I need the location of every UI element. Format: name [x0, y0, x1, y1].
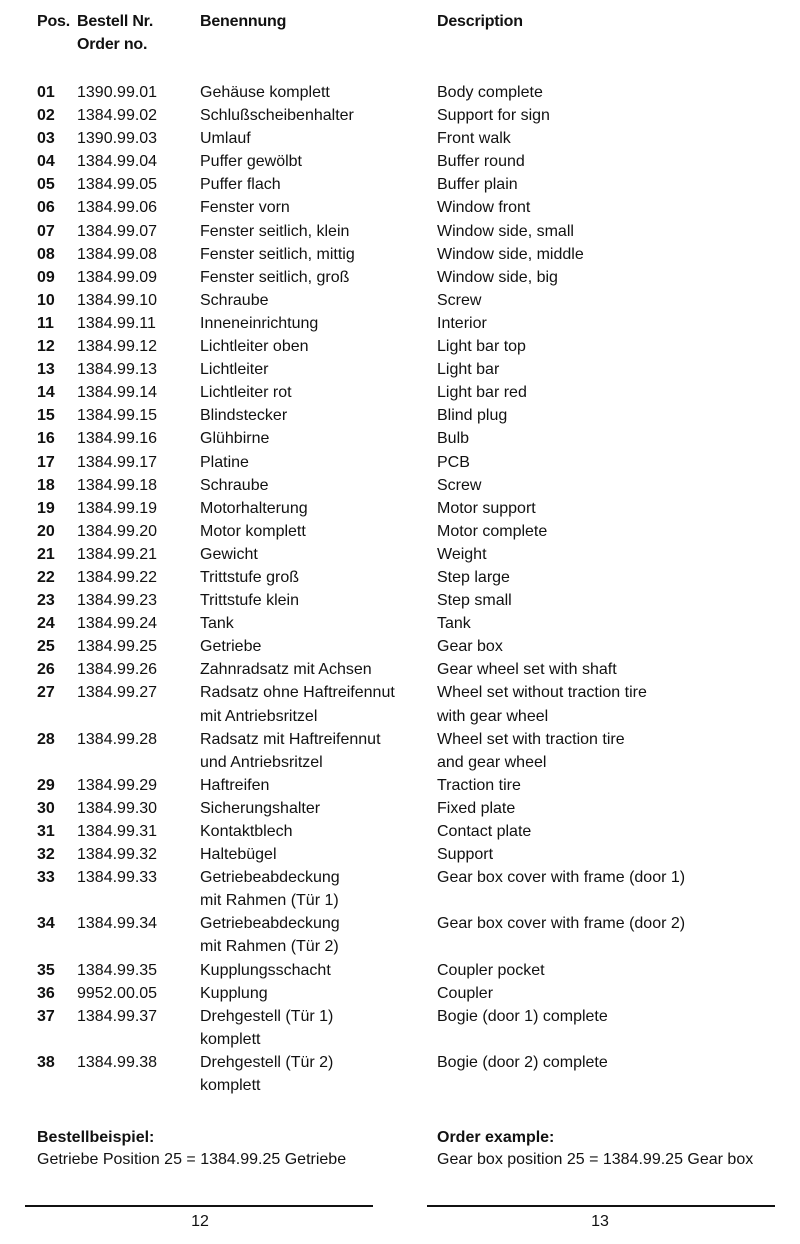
row-description-line: Buffer round [437, 153, 525, 171]
row-description-line: and gear wheel [437, 753, 547, 771]
row-order-no: 1384.99.30 [77, 799, 158, 817]
row-benennung [200, 335, 430, 358]
row-benennung-line: und Antriebsritzel [200, 753, 323, 771]
row-benennung [200, 127, 430, 150]
row-description [437, 1051, 787, 1074]
row-description [437, 220, 787, 243]
row-order-no: 1384.99.23 [77, 592, 158, 610]
row-description [437, 381, 787, 404]
table-row [0, 427, 800, 450]
row-pos: 04 [37, 153, 55, 171]
row-benennung-line: Trittstufe groß [200, 568, 299, 586]
row-benennung-line: Getriebe [200, 638, 262, 656]
row-description [437, 612, 787, 635]
row-order-no: 9952.00.05 [77, 984, 158, 1002]
row-description-line: Gear box cover with frame (door 1) [437, 869, 686, 887]
row-description-line: Contact plate [437, 823, 532, 840]
row-description-line: Wheel set without traction tire [437, 684, 647, 702]
row-description [437, 520, 787, 543]
row-benennung-line: Zahnradsatz mit Achsen [200, 661, 372, 679]
row-description [437, 959, 787, 982]
table-row [0, 1051, 800, 1097]
row-benennung [200, 543, 430, 566]
row-benennung-line: Lichtleiter oben [200, 338, 309, 356]
row-order-no: 1384.99.07 [77, 222, 158, 240]
header-benennung: Benennung [200, 13, 287, 30]
order-example-title-de: Bestellbeispiel: [37, 1129, 155, 1146]
row-benennung [200, 81, 430, 104]
row-pos: 25 [37, 638, 55, 656]
row-description-line: Bulb [437, 430, 470, 448]
row-benennung [200, 220, 430, 243]
order-example-text-de: Getriebe Position 25 = 1384.99.25 Getriebe [37, 1151, 347, 1168]
row-pos: 05 [37, 176, 55, 194]
row-benennung [200, 912, 430, 958]
page-number-right: 13 [591, 1213, 609, 1230]
row-description-line: Bogie (door 1) complete [437, 1007, 608, 1025]
row-description [437, 404, 787, 427]
row-pos: 07 [37, 222, 55, 240]
row-benennung [200, 150, 430, 173]
table-row [0, 127, 800, 150]
row-benennung-line: Fenster seitlich, klein [200, 222, 350, 240]
row-benennung [200, 381, 430, 404]
row-benennung-line: Getriebeabdeckung [200, 869, 340, 887]
row-description [437, 797, 787, 820]
row-benennung [200, 797, 430, 820]
row-pos: 06 [37, 199, 55, 217]
row-description [437, 728, 787, 774]
row-benennung-line: Puffer gewölbt [200, 153, 302, 171]
row-benennung-line: Getriebeabdeckung [200, 915, 340, 933]
row-order-no: 1384.99.11 [77, 314, 156, 332]
header-bestell-nr: Bestell Nr. [77, 13, 154, 30]
row-benennung-line: Inneneinrichtung [200, 314, 319, 332]
row-benennung [200, 658, 430, 681]
row-pos: 22 [37, 568, 55, 586]
row-pos: 17 [37, 453, 55, 471]
table-row [0, 520, 800, 543]
table-row [0, 104, 800, 127]
row-pos: 38 [37, 1053, 55, 1071]
row-order-no: 1384.99.27 [77, 684, 158, 702]
row-order-no: 1384.99.13 [77, 361, 158, 379]
row-order-no: 1384.99.28 [77, 730, 158, 748]
table-row [0, 1005, 800, 1051]
row-pos: 20 [37, 522, 55, 540]
footer-divider-right [427, 1205, 775, 1207]
row-description [437, 474, 787, 497]
row-pos: 26 [37, 661, 55, 679]
row-benennung-line: Drehgestell (Tür 1) [200, 1007, 334, 1025]
table-row [0, 912, 800, 958]
table-row [0, 681, 800, 727]
row-benennung [200, 1051, 430, 1097]
row-benennung-line: Lichtleiter [200, 361, 269, 379]
row-description [437, 566, 787, 589]
row-benennung-line: mit Antriebsritzel [200, 707, 318, 725]
row-description-line: Motor complete [437, 522, 548, 540]
row-description [437, 912, 787, 935]
row-benennung-line: Radsatz mit Haftreifennut [200, 730, 381, 748]
row-order-no: 1384.99.32 [77, 846, 158, 864]
table-row [0, 266, 800, 289]
row-description-line: Wheel set with traction tire [437, 730, 625, 748]
row-benennung [200, 589, 430, 612]
row-description-line: Front walk [437, 130, 511, 148]
row-description [437, 658, 787, 681]
table-row [0, 612, 800, 635]
row-benennung [200, 243, 430, 266]
row-benennung-line: Glühbirne [200, 430, 270, 448]
row-benennung-line: Schraube [200, 476, 269, 494]
row-description-line: Body complete [437, 84, 543, 101]
row-description-line: Screw [437, 291, 482, 309]
row-benennung-line: Trittstufe klein [200, 592, 299, 610]
row-pos: 31 [37, 823, 55, 840]
row-pos: 37 [37, 1007, 55, 1025]
row-order-no: 1384.99.04 [77, 153, 158, 171]
row-benennung [200, 866, 430, 912]
row-order-no: 1384.99.33 [77, 869, 158, 887]
row-benennung [200, 843, 430, 866]
row-benennung-line: Kontaktblech [200, 823, 293, 840]
table-header [0, 10, 800, 60]
row-pos: 24 [37, 615, 55, 633]
row-description-line: Screw [437, 476, 482, 494]
row-order-no: 1384.99.06 [77, 199, 158, 217]
row-benennung-line: Schraube [200, 291, 269, 309]
row-description [437, 451, 787, 474]
row-description [437, 266, 787, 289]
row-order-no: 1384.99.17 [77, 453, 158, 471]
row-pos: 18 [37, 476, 55, 494]
row-benennung [200, 1005, 430, 1051]
row-description-line: Fixed plate [437, 799, 516, 817]
row-benennung-line: Schlußscheibenhalter [200, 107, 354, 125]
row-description-line: Interior [437, 314, 487, 332]
table-row [0, 173, 800, 196]
row-pos: 16 [37, 430, 55, 448]
row-description [437, 358, 787, 381]
row-benennung-line: Gewicht [200, 545, 258, 563]
row-description [437, 427, 787, 450]
row-order-no: 1384.99.10 [77, 291, 158, 309]
row-benennung [200, 451, 430, 474]
row-benennung [200, 196, 430, 219]
row-pos: 10 [37, 291, 55, 309]
row-order-no: 1384.99.31 [77, 823, 158, 840]
row-description-line: Window side, big [437, 268, 558, 286]
row-order-no: 1384.99.12 [77, 338, 158, 356]
row-order-no: 1384.99.09 [77, 268, 158, 286]
row-benennung-line: Motorhalterung [200, 499, 308, 517]
row-benennung-line: Fenster vorn [200, 199, 290, 217]
row-benennung-line: Radsatz ohne Haftreifennut [200, 684, 395, 702]
table-row [0, 589, 800, 612]
row-benennung-line: Haftreifen [200, 776, 270, 794]
row-description-line: Bogie (door 2) complete [437, 1053, 608, 1071]
table-row [0, 196, 800, 219]
row-description-line: Window side, middle [437, 245, 584, 263]
row-benennung-line: Umlauf [200, 130, 251, 148]
row-benennung [200, 774, 430, 797]
row-order-no: 1384.99.24 [77, 615, 158, 633]
table-row [0, 358, 800, 381]
row-benennung-line: Motor komplett [200, 522, 306, 540]
row-description-line: Step large [437, 568, 510, 586]
row-order-no: 1384.99.08 [77, 245, 158, 263]
parts-list [0, 81, 800, 1097]
row-description [437, 196, 787, 219]
row-pos: 32 [37, 846, 55, 864]
row-description-line: Gear wheel set with shaft [437, 661, 617, 679]
row-order-no: 1384.99.15 [77, 407, 158, 425]
row-benennung [200, 312, 430, 335]
row-pos: 19 [37, 499, 55, 517]
table-row [0, 497, 800, 520]
row-order-no: 1384.99.35 [77, 961, 158, 979]
row-benennung-line: Sicherungshalter [200, 799, 321, 817]
row-benennung-line: Gehäuse komplett [200, 84, 330, 101]
row-benennung-line: Fenster seitlich, mittig [200, 245, 355, 263]
row-description-line: Motor support [437, 499, 536, 517]
row-pos: 13 [37, 361, 55, 379]
row-description [437, 312, 787, 335]
row-description [437, 774, 787, 797]
row-benennung-line: Blindstecker [200, 407, 288, 425]
table-row [0, 451, 800, 474]
row-benennung [200, 497, 430, 520]
row-description [437, 866, 787, 889]
row-benennung [200, 104, 430, 127]
row-benennung [200, 173, 430, 196]
row-pos: 01 [37, 84, 55, 101]
row-benennung-line: Puffer flach [200, 176, 281, 194]
row-description-line: Coupler [437, 984, 494, 1002]
table-row [0, 474, 800, 497]
row-order-no: 1384.99.19 [77, 499, 158, 517]
row-pos: 36 [37, 984, 55, 1002]
row-order-no: 1384.99.25 [77, 638, 158, 656]
row-benennung [200, 681, 430, 727]
table-row [0, 312, 800, 335]
table-row [0, 566, 800, 589]
row-description-line: Coupler pocket [437, 961, 545, 979]
row-benennung-line: Haltebügel [200, 846, 277, 864]
table-row [0, 150, 800, 173]
row-benennung [200, 566, 430, 589]
row-order-no: 1384.99.37 [77, 1007, 158, 1025]
header-pos: Pos. [37, 13, 70, 30]
row-pos: 35 [37, 961, 55, 979]
row-pos: 09 [37, 268, 55, 286]
row-order-no: 1384.99.34 [77, 915, 158, 933]
row-benennung-line: mit Rahmen (Tür 2) [200, 938, 339, 956]
row-benennung-line: Tank [200, 615, 234, 633]
row-description [437, 173, 787, 196]
table-row [0, 220, 800, 243]
table-row [0, 635, 800, 658]
row-description-line: Gear box [437, 638, 503, 656]
row-pos: 15 [37, 407, 55, 425]
table-row [0, 843, 800, 866]
row-description [437, 335, 787, 358]
order-example-title-en: Order example: [437, 1129, 555, 1146]
row-description [437, 589, 787, 612]
row-pos: 12 [37, 338, 55, 356]
row-description [437, 150, 787, 173]
row-description [437, 681, 787, 727]
row-description-line: Gear box cover with frame (door 2) [437, 915, 686, 933]
row-order-no: 1384.99.16 [77, 430, 158, 448]
row-description [437, 243, 787, 266]
row-description-line: Weight [437, 545, 487, 563]
row-pos: 11 [37, 314, 54, 332]
row-benennung [200, 289, 430, 312]
row-order-no: 1390.99.01 [77, 84, 158, 101]
row-description [437, 81, 787, 104]
row-benennung [200, 358, 430, 381]
row-order-no: 1384.99.14 [77, 384, 158, 402]
row-pos: 08 [37, 245, 55, 263]
row-order-no: 1390.99.03 [77, 130, 158, 148]
row-pos: 23 [37, 592, 55, 610]
table-row [0, 820, 800, 843]
row-pos: 28 [37, 730, 55, 748]
row-description [437, 543, 787, 566]
row-benennung-line: Platine [200, 453, 249, 471]
row-description-line: Light bar [437, 361, 500, 379]
footer-divider-left [25, 1205, 373, 1207]
row-description-line: Blind plug [437, 407, 508, 425]
row-benennung [200, 728, 430, 774]
row-pos: 34 [37, 915, 55, 933]
row-benennung-line: komplett [200, 1077, 261, 1095]
row-pos: 33 [37, 869, 55, 887]
row-benennung-line: Fenster seitlich, groß [200, 268, 350, 286]
row-pos: 30 [37, 799, 55, 817]
row-order-no: 1384.99.38 [77, 1053, 158, 1071]
row-benennung-line: Lichtleiter rot [200, 384, 292, 402]
row-benennung [200, 520, 430, 543]
row-benennung-line: Drehgestell (Tür 2) [200, 1053, 334, 1071]
table-row [0, 959, 800, 982]
row-description [437, 289, 787, 312]
table-row [0, 404, 800, 427]
row-pos: 27 [37, 684, 55, 702]
row-benennung [200, 404, 430, 427]
row-description-line: Tank [437, 615, 471, 633]
header-description: Description [437, 13, 523, 30]
table-row [0, 728, 800, 774]
row-description-line: Support for sign [437, 107, 550, 125]
row-order-no: 1384.99.02 [77, 107, 158, 125]
row-description-line: Window front [437, 199, 531, 217]
order-example-text-en: Gear box position 25 = 1384.99.25 Gear box [437, 1151, 754, 1168]
row-description-line: Step small [437, 592, 512, 610]
row-benennung [200, 266, 430, 289]
table-row [0, 335, 800, 358]
row-description-line: PCB [437, 453, 470, 471]
row-order-no: 1384.99.18 [77, 476, 158, 494]
row-benennung [200, 820, 430, 843]
row-order-no: 1384.99.22 [77, 568, 158, 586]
row-description [437, 1005, 787, 1028]
row-description-line: Support [437, 846, 494, 864]
row-pos: 29 [37, 776, 55, 794]
row-pos: 21 [37, 545, 55, 563]
table-row [0, 243, 800, 266]
row-description [437, 635, 787, 658]
row-description-line: Light bar top [437, 338, 526, 356]
row-description [437, 820, 787, 843]
row-description-line: with gear wheel [437, 707, 549, 725]
table-row [0, 658, 800, 681]
row-order-no: 1384.99.20 [77, 522, 158, 540]
row-description [437, 127, 787, 150]
row-description [437, 843, 787, 866]
row-order-no: 1384.99.21 [77, 545, 158, 563]
row-benennung-line: Kupplung [200, 984, 268, 1002]
row-description [437, 104, 787, 127]
table-row [0, 797, 800, 820]
table-row [0, 774, 800, 797]
row-description [437, 982, 787, 1005]
table-row [0, 81, 800, 104]
row-benennung [200, 635, 430, 658]
header-order-no: Order no. [77, 36, 148, 53]
row-benennung [200, 959, 430, 982]
row-benennung [200, 612, 430, 635]
row-benennung [200, 982, 430, 1005]
row-pos: 02 [37, 107, 55, 125]
table-row [0, 866, 800, 912]
table-row [0, 289, 800, 312]
row-order-no: 1384.99.29 [77, 776, 158, 794]
row-benennung [200, 474, 430, 497]
row-description-line: Traction tire [437, 776, 521, 794]
table-row [0, 381, 800, 404]
row-description-line: Light bar red [437, 384, 527, 402]
row-description [437, 497, 787, 520]
row-benennung [200, 427, 430, 450]
page-number-left: 12 [191, 1213, 209, 1230]
row-order-no: 1384.99.05 [77, 176, 158, 194]
row-benennung-line: Kupplungsschacht [200, 961, 331, 979]
row-pos: 03 [37, 130, 55, 148]
table-row [0, 543, 800, 566]
row-benennung-line: komplett [200, 1030, 261, 1048]
row-description-line: Buffer plain [437, 176, 518, 194]
row-order-no: 1384.99.26 [77, 661, 158, 679]
table-row [0, 982, 800, 1005]
row-pos: 14 [37, 384, 55, 402]
row-benennung-line: mit Rahmen (Tür 1) [200, 892, 339, 910]
row-description-line: Window side, small [437, 222, 574, 240]
